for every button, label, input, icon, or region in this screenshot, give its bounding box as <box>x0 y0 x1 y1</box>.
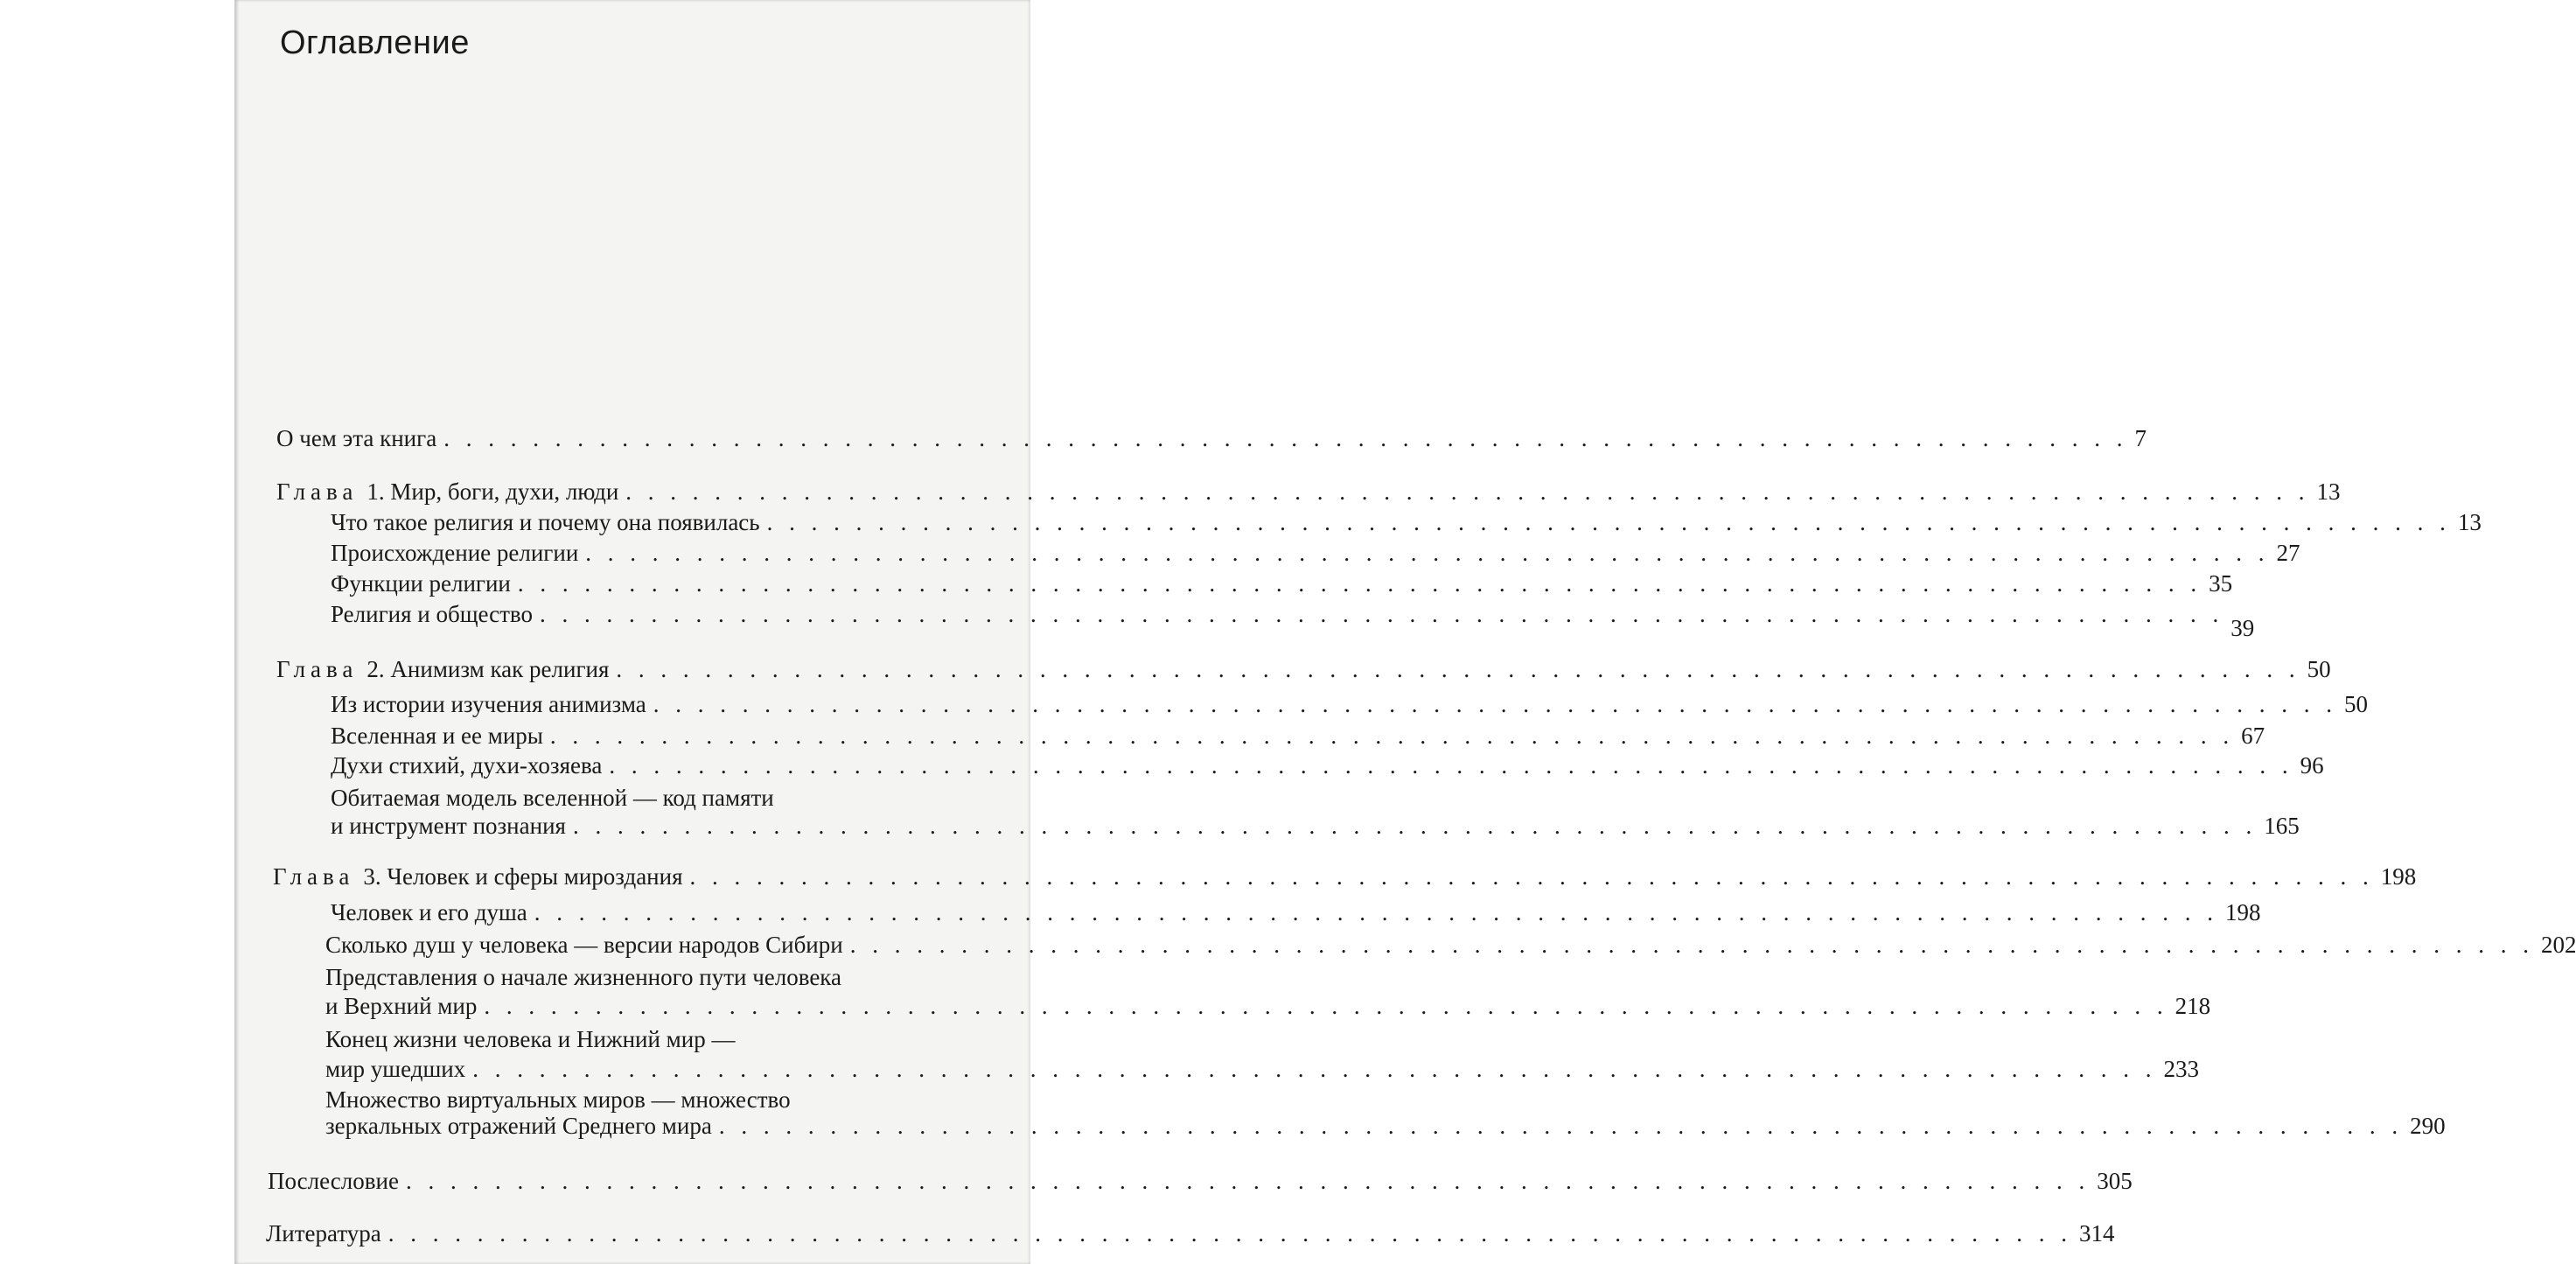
toc-entry-title: Функции религии <box>331 570 511 597</box>
dot-leader: . . . . . . . . . . . . . . . . . . . . . . . . . . . . . . . . . . . . . . . . . . . . . . . . . . . . . . . . . . . . . . . . . . . . . . . . . . . . <box>443 425 2128 451</box>
toc-entry-intro[interactable] <box>276 423 2147 453</box>
toc-entry-title-line1: Обитаемая модель вселенной — код памяти <box>331 785 774 811</box>
toc-entry-title: О чем эта книга <box>276 425 437 451</box>
toc-entry-page: 218 <box>2175 993 2211 1019</box>
dot-leader: . . . . . . . . . . . . . . . . . . . . . . . . . . . . . . . . . . . . . . . . . . . . . . . . . . . . . . . . . . . . . . . . . . . . . . . . . . . . <box>849 932 2534 958</box>
dot-leader: . . . . . . . . . . . . . . . . . . . . . . . . . . . . . . . . . . . . . . . . . . . . . . . . . . . . . . . . . . . . . . . . . . . . . . . . . . . . <box>609 752 2293 779</box>
toc-entry-souls-count[interactable] <box>325 930 2576 960</box>
toc-entry-universe-worlds[interactable] <box>331 721 2265 751</box>
toc-entry-title: Вселенная и ее миры <box>331 723 543 749</box>
chapter-prefix: Глава <box>273 863 355 890</box>
toc-entry-page: 27 <box>2276 540 2300 566</box>
toc-chapter-1[interactable] <box>276 477 2341 506</box>
toc-entry-title-line1: Множество виртуальных миров — множество <box>325 1086 791 1113</box>
toc-entry-life-end-lower-world[interactable] <box>325 1054 2199 1084</box>
toc-entry-page: 39 <box>2230 615 2255 641</box>
toc-entry-religion-origin-why[interactable] <box>331 507 2482 537</box>
dot-leader: . . . . . . . . . . . . . . . . . . . . . . . . . . . . . . . . . . . . . . . . . . . . . . . . . . . . . . . . . . . . . . . . . . . . . . . . . . . . <box>484 993 2168 1019</box>
chapter-prefix: Глава <box>276 656 359 682</box>
dot-leader: . . . . . . . . . . . . . . . . . . . . . . . . . . . . . . . . . . . . . . . . . . . . . . . . . . . . . . . . . . . . . . . . . . . . . . . . . . . . <box>472 1056 2157 1082</box>
toc-entry-title: и Верхний мир <box>325 993 478 1019</box>
dot-leader: . . . . . . . . . . . . . . . . . . . . . . . . . . . . . . . . . . . . . . . . . . . . . . . . . . . . . . . . . . . . . . . . . . . . . . . . . . . . <box>585 540 2270 566</box>
chapter-page: 50 <box>2307 656 2331 682</box>
toc-entry-animism-history[interactable] <box>331 689 2368 719</box>
toc-entry-page: 13 <box>2457 509 2482 535</box>
chapter-title: 2. Анимизм как религия <box>367 656 610 682</box>
chapter-title: 1. Мир, боги, духи, люди <box>367 478 619 505</box>
toc-entry-life-start-upper-world[interactable] <box>325 991 2211 1021</box>
dot-leader: . . . . . . . . . . . . . . . . . . . . . . . . . . . . . . . . . . . . . . . . . . . . . . . . . . . . . . . . . . . . . . . . . . . . . . . . . . . . <box>517 570 2203 597</box>
dot-leader: . . . . . . . . . . . . . . . . . . . . . . . . . . . . . . . . . . . . . . . . . . . . . . . . . . . . . . . . . . . . . . . . . . . . . . . . . . . . <box>625 478 2310 505</box>
toc-entry-page: 50 <box>2343 691 2368 717</box>
dot-leader: . . . . . . . . . . . . . . . . . . . . . . . . . . . . . . . . . . . . . . . . . . . . . . . . . . . . . . . . . . . . . . . . . . . . . . . . . . . . <box>405 1168 2091 1194</box>
toc-entry-page: 165 <box>2264 813 2300 839</box>
book-page <box>234 0 2576 1264</box>
dot-leader: . . . . . . . . . . . . . . . . . . . . . . . . . . . . . . . . . . . . . . . . . . . . . . . . . . . . . . . . . . . . . . . . . . . . . . . . . . . . <box>718 1113 2404 1139</box>
toc-entry-title: Из истории изучения анимизма <box>331 691 646 717</box>
toc-entry-page: 7 <box>2134 425 2147 451</box>
toc-entry-title-line1: Конец жизни человека и Нижний мир — <box>325 1026 736 1052</box>
toc-entry-title: Послесловие <box>268 1168 399 1194</box>
toc-chapter-3[interactable] <box>273 862 2417 891</box>
toc-entry-title: Духи стихий, духи-хозяева <box>331 752 603 779</box>
toc-entry-afterword[interactable] <box>268 1166 2133 1196</box>
toc-entry-title-line1: Представления о начале жизненного пути человека <box>325 964 841 990</box>
toc-entry-religion-origin[interactable] <box>331 538 2300 568</box>
chapter-page: 198 <box>2380 863 2417 890</box>
chapter-page: 13 <box>2316 478 2341 505</box>
chapter-title: 3. Человек и сферы мироздания <box>363 863 683 890</box>
toc-entry-page: 314 <box>2079 1220 2115 1247</box>
dot-leader: . . . . . . . . . . . . . . . . . . . . . . . . . . . . . . . . . . . . . . . . . . . . . . . . . . . . . . . . . . . . . . . . . . . . . . . . . . . . <box>534 899 2219 925</box>
dot-leader: . . . . . . . . . . . . . . . . . . . . . . . . . . . . . . . . . . . . . . . . . . . . . . . . . . . . . . . . . . . . . . . . . . . . . . . . . . . . <box>572 813 2258 839</box>
toc-entry-title: Что такое религия и почему она появилась <box>331 509 760 535</box>
toc-entry-page: 290 <box>2410 1113 2446 1139</box>
toc-entry-title: мир ушедших <box>325 1056 466 1082</box>
toc-entry-page: 35 <box>2209 570 2233 597</box>
dot-leader: . . . . . . . . . . . . . . . . . . . . . . . . . . . . . . . . . . . . . . . . . . . . . . . . . . . . . . . . . . . . . . . . . . . . . . . . . . . . <box>540 601 2224 627</box>
dot-leader: . . . . . . . . . . . . . . . . . . . . . . . . . . . . . . . . . . . . . . . . . . . . . . . . . . . . . . . . . . . . . . . . . . . . . . . . . . . . <box>616 656 2300 682</box>
toc-title: Оглавление <box>280 24 470 61</box>
toc-entry-page: 96 <box>2300 752 2324 779</box>
toc-chapter-2[interactable] <box>276 654 2331 684</box>
toc-entry-universe-model[interactable] <box>331 811 2300 841</box>
toc-entry-title: Человек и его душа <box>331 899 527 925</box>
toc-entry-element-spirits[interactable] <box>331 751 2324 780</box>
dot-leader: . . . . . . . . . . . . . . . . . . . . . . . . . . . . . . . . . . . . . . . . . . . . . . . . . . . . . . . . . . . . . . . . . . . . . . . . . . . . <box>689 863 2374 890</box>
toc-entry-literature[interactable] <box>266 1219 2115 1248</box>
toc-entry-page: 233 <box>2163 1056 2199 1082</box>
chapter-prefix: Глава <box>276 478 359 505</box>
toc-entry-page: 305 <box>2097 1168 2133 1194</box>
dot-leader: . . . . . . . . . . . . . . . . . . . . . . . . . . . . . . . . . . . . . . . . . . . . . . . . . . . . . . . . . . . . . . . . . . . . . . . . . . . . <box>653 691 2337 717</box>
toc-entry-religion-society[interactable] <box>331 599 2255 641</box>
dot-leader: . . . . . . . . . . . . . . . . . . . . . . . . . . . . . . . . . . . . . . . . . . . . . . . . . . . . . . . . . . . . . . . . . . . . . . . . . . . . <box>549 723 2235 749</box>
toc-entry-human-soul[interactable] <box>331 897 2261 927</box>
toc-entry-title: Религия и общество <box>331 601 533 627</box>
toc-entry-religion-functions[interactable] <box>331 569 2233 598</box>
toc-entry-title: и инструмент познания <box>331 813 566 839</box>
toc-entry-title: Литература <box>266 1220 381 1247</box>
toc-entry-virtual-worlds[interactable] <box>325 1111 2446 1141</box>
toc-entry-title: Сколько душ у человека — версии народов Сибири <box>325 932 843 958</box>
toc-entry-page: 198 <box>2225 899 2261 925</box>
toc-entry-title: Происхождение религии <box>331 540 579 566</box>
toc-entry-page: 202 <box>2540 932 2576 958</box>
toc-entry-page: 67 <box>2241 723 2265 749</box>
toc-entry-title: зеркальных отражений Среднего мира <box>325 1113 712 1139</box>
dot-leader: . . . . . . . . . . . . . . . . . . . . . . . . . . . . . . . . . . . . . . . . . . . . . . . . . . . . . . . . . . . . . . . . . . . . . . . . . . . . <box>387 1220 2073 1247</box>
dot-leader: . . . . . . . . . . . . . . . . . . . . . . . . . . . . . . . . . . . . . . . . . . . . . . . . . . . . . . . . . . . . . . . . . . . . . . . . . . . . <box>766 509 2451 535</box>
